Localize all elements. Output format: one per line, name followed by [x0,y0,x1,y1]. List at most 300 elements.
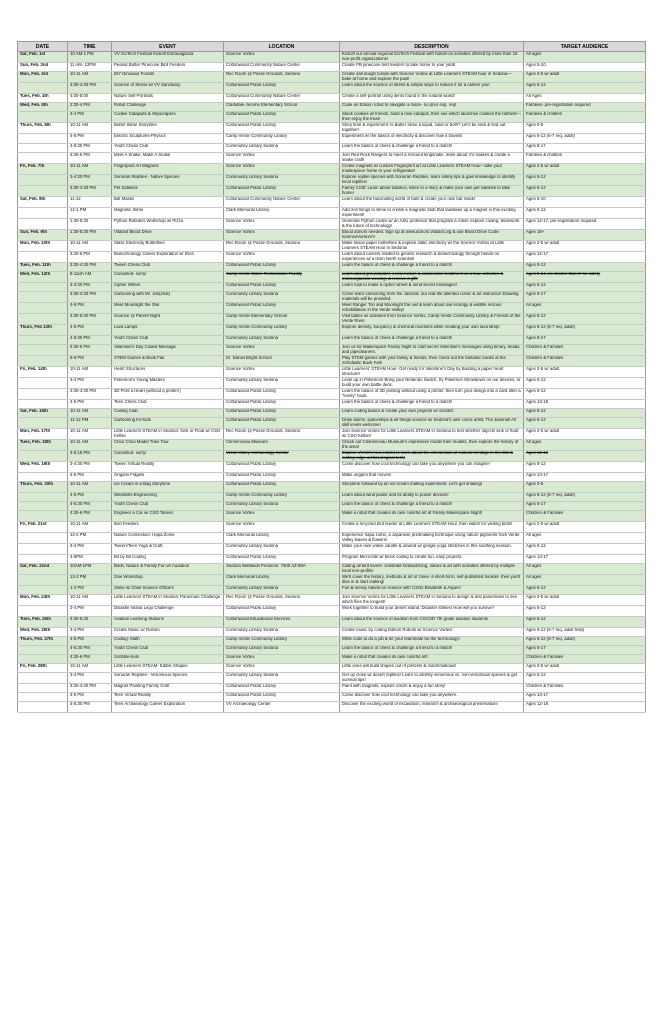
cell-event: Windmills-Engineering [112,493,224,502]
cell-audience: Families & children [524,112,646,123]
cell-event: Ice Cream in a Bag Storytime [112,482,224,493]
cell-description: Add iron filings to slime to create a magnetic blob that swallows up a magnet in this exciting experiment! [340,208,524,219]
cell-description: Discover the exciting world of excavation, research & archaeological preservation! [340,702,524,713]
table-row [18,52,646,63]
cell-date: Mon, Feb. 24th [18,595,68,606]
cell-event: Cookie Catapults & Skyscrapers [112,112,224,123]
cell-description: Learn the basics of chess & challenge a friend to a match! [340,336,524,345]
cell-audience: Ages 6-12 [524,544,646,555]
cell-audience: Ages 6-12 [524,83,646,94]
cell-date [18,389,68,400]
cell-location: Science Vortex [224,252,340,263]
cell-event: Peanut Butter Pinecone Bird Feeders [112,63,224,72]
cell-audience: Ages 13-17 [524,555,646,564]
table-row [18,356,646,367]
cell-date [18,702,68,713]
cell-time: 3:30-4:30 PM [68,292,112,303]
cell-event: Teen Virtual Reality [112,693,224,702]
cell-time: 3:30-5 PM [68,252,112,263]
cell-location: Community Library Sedona [224,646,340,655]
table-row [18,702,646,713]
cell-audience: Children & Families [524,655,646,664]
cell-description: Experiment w/ the basics of electricity & discover how it travels! [340,134,524,144]
header-time: TIME [68,42,112,52]
cell-audience: Ages 6-12 (6-7 req. adult) [524,134,646,144]
cell-date: Mon, Feb. 17th [18,429,68,440]
cell-time: 4:30-6 PM [68,511,112,522]
table-row [18,637,646,646]
cell-date: Thurs, Feb. 27th [18,637,68,646]
cell-event: Fingerprint Art Magnets [112,164,224,175]
table-row [18,429,646,440]
cell-location: Camp Verde Water Reclamation Facility [224,272,340,283]
cell-description: Calling all bird lovers- celebrate birdwatching, nature & art with activities offered by multiple local non-profits! [340,564,524,575]
cell-time: 4-5:30 PM [68,502,112,511]
cell-time: 2:30-4 PM [68,103,112,112]
cell-event: Birds, Nature & Family Fun w/ Audubon [112,564,224,575]
cell-description: Write code to do a job & let your teammate be the technology! [340,637,524,646]
cell-time: 12-2 PM [68,575,112,586]
cell-description: Get up close w/ desert reptiles! Learn to identify venomous vs. non-venomous species & get survival tips! [340,673,524,684]
table-row [18,272,646,283]
cell-description: Learn coding basics & create your own projects w/ Scratch. [340,409,524,418]
cell-event: Electric Sculptures-Physics [112,134,224,144]
cell-location: Cottonwood Public Library [224,400,340,409]
cell-date [18,544,68,555]
table-row [18,164,646,175]
cell-location: Science Vortex [224,219,340,230]
cell-date [18,378,68,389]
cell-time: 10-11 AM [68,429,112,440]
cell-description: Create a self-portrait using items found in the natural world! [340,94,524,103]
cell-date [18,451,68,462]
cell-date [18,555,68,564]
cell-time: 10-11 AM [68,241,112,252]
cell-date [18,673,68,684]
cell-audience: Ages 6-12 [524,418,646,429]
cell-audience: Ages 6-12 [524,283,646,292]
cell-time: 3-4 PM [68,628,112,637]
cell-event: Little Learners STEAM in Sedona: Parachute Challenge [112,595,224,606]
cell-time: 11 AM- 12PM [68,63,112,72]
cell-event: Heart Structures [112,367,224,378]
cell-description: Kickoff our annual regional SciTech Festival with hands-on activities offered by more than 15 non-profit organizations! [340,52,524,63]
cell-location: Cottonwood Public Library [224,409,340,418]
cell-audience: All ages [524,575,646,586]
cell-time: 4-5 PM [68,303,112,314]
cell-event: Coding- Math [112,637,224,646]
cell-event: Tween Chess Club [112,263,224,272]
cell-time: 4-5:15 PM [68,451,112,462]
cell-time: 11-12 PM [68,418,112,429]
cell-description: Explore density, buoyancy & chemical reactions while creating your own lava lamp! [340,325,524,336]
cell-location: Cottonwood Public Library [224,123,340,134]
cell-time: 4-5 PM [68,637,112,646]
cell-event: Sonoran Reptiles - Native Species [112,175,224,186]
cell-description: Learn the basics of chess & challenge a friend to a match! [340,646,524,655]
cell-audience: Ages 13-18 [524,400,646,409]
cell-time: 3:30-4:30 PM [68,389,112,400]
table-row [18,575,646,586]
cell-event: Robot Challenge [112,103,224,112]
cell-location: Science Vortex [224,164,340,175]
table-row [18,252,646,263]
cell-time: 3-4 PM [68,112,112,123]
cell-location: Science Vortex [224,522,340,533]
cell-date: Sat, Feb. 1st [18,52,68,63]
cell-audience: Ages 6-12 (6-7 req. adult help) [524,628,646,637]
cell-location: Science Vortex [224,367,340,378]
table-row [18,292,646,303]
cell-location: Rec Room @ Posse Grounds, Sedona [224,241,340,252]
cell-date: Mon, Feb. 10th [18,241,68,252]
cell-location: Rec Room @ Posse Grounds, Sedona [224,72,340,83]
cell-description: Check out Clemenceau Museum's impressive model train models, then explore the history of the area! [340,440,524,451]
cell-date [18,345,68,356]
cell-audience: Ages 5-10 [524,63,646,72]
table-row [18,175,646,186]
cell-description: Create music by coding Edison Robots w/ Science Vortex! [340,628,524,637]
cell-location: Community Library Sedona [224,673,340,684]
cell-time: 10-11 AM [68,482,112,493]
cell-location: Camp Verde Community Library [224,493,340,502]
cell-location: Community Library Sedona [224,292,340,303]
cell-date [18,533,68,544]
cell-time: 10AM-1PM [68,564,112,575]
header-event: EVENT [112,42,224,52]
table-row [18,693,646,702]
cell-audience: Ages 8-17 [524,336,646,345]
cell-description: Family Craft: Learn about balance, listen to a story & make your own pet sidekick to take home! [340,186,524,197]
cell-date: Fri, Feb. 7th [18,164,68,175]
cell-time: 10 AM-1 PM [68,52,112,63]
cell-date [18,134,68,144]
cell-event: Little Learners STEAM- Edible Shapes [112,664,224,673]
cell-audience: All Ages [524,94,646,103]
cell-event: Slime w/ Chief Science Officers [112,586,224,595]
cell-time: 10-11 AM [68,123,112,134]
cell-time: 8-11ish AM [68,272,112,283]
cell-description: Meet Ranger Tori and Moonlight the owl & learn about owl ecology & wildlife rescue/ rehabilitation in the Verde Valley! [340,303,524,314]
table-row [18,144,646,153]
cell-event: STEM Games & Book Fair [112,356,224,367]
cell-description: Learn the basics of chess & challenge a friend to a match! [340,502,524,511]
cell-audience: All ages [524,303,646,314]
cell-time: 4:30-6 PM [68,153,112,164]
cell-date [18,502,68,511]
table-row [18,628,646,637]
cell-event: Static Electricity Butterflies [112,241,224,252]
cell-event: Disaster Island Lego Challenge [112,606,224,617]
cell-event: 3D Print a Heart (without a printer!) [112,389,224,400]
header-location: LOCATION [224,42,340,52]
cell-time: 10-11 AM [68,595,112,606]
cell-time: 3-3:30 PM [68,283,112,292]
cell-audience: Families & children [524,153,646,164]
cell-location: Cottonwood Public Library [224,693,340,702]
cell-date: Wed, Feb. 5th [18,103,68,112]
cell-event: Teen Archaeology Career Exploration [112,702,224,713]
cell-location: Cottonwood Public Library [224,555,340,564]
cell-location: Clark Memorial Library [224,575,340,586]
cell-description: Explore VVAC's new exhibit to learn about the intersection of cultural heritage in the SW & cutting-edge archaeological tech! [340,451,524,462]
cell-audience: Ages 6-12 [524,586,646,595]
cell-description: Draw atoms, spaceships & all things science w/ Sedona's own comic artist, The Janimal! All skill levels welcome! [340,418,524,429]
cell-time: 4-5 PM [68,473,112,482]
cell-event: Science of Stress w/ VV Sanctuary [112,83,224,94]
cell-time: 10-11 AM [68,522,112,533]
cell-description: Learn about wind power and its ability to power devices! [340,493,524,502]
cell-date [18,175,68,186]
cell-location: Cottonwood Public Library [224,389,340,400]
cell-time: 5-6 PM [68,356,112,367]
cell-location: Verde Valley Archaeology Center [224,451,340,462]
cell-date: Sun, Feb. 9th [18,230,68,241]
table-row [18,72,646,83]
cell-time: 10-11 AM [68,440,112,451]
cell-description: Learn the basics of chess & challenge a friend to a match! [340,263,524,272]
cell-location: Camp Verde Community Library [224,325,340,336]
cell-date [18,473,68,482]
table-row [18,112,646,123]
cell-audience: Families- pre-registration required [524,103,646,112]
cell-date [18,219,68,230]
cell-time: 3:30-4:30 PM [68,186,112,197]
cell-event: Vitalant Blood Drive [112,230,224,241]
cell-description: Learn about the fascinating world of bats & create your own bat mask! [340,197,524,208]
cell-time: 4:00-5:00 [68,94,112,103]
cell-time: 3:30-4:30 PM [68,83,112,94]
cell-audience: Ages 6-12 (6-7 req. adult) [524,637,646,646]
cell-audience: Ages 8-17 [524,144,646,153]
cell-time: 4-5PM [68,555,112,564]
cell-date [18,493,68,502]
cell-description: Storytime followed by an ice-cream making experiment. Let's get shaking! [340,482,524,493]
table-row [18,564,646,575]
cell-description: Stack cookies w/ friends, build a mini-catapult, then see which launches cookies the farthest— then enjoy the treat! [340,112,524,123]
table-row [18,462,646,473]
cell-date [18,283,68,292]
cell-location: Science Vortex [224,664,340,673]
cell-audience: Ages 8-12 [524,462,646,473]
cell-event: Bit by Bit Coding [112,555,224,564]
cell-event: Nature Connection: Hapa Zome [112,533,224,544]
cell-location: Rec Room @ Posse Grounds, Sedona [224,429,340,440]
cell-audience: Children & Families [524,684,646,693]
cell-description: Come discover how cool technology can take you anywhere. [340,693,524,702]
cell-time: 4:30-6 PM [68,345,112,356]
cell-description: Fun & messy hands-on science with CSOs Elisabeth & Aspen! [340,586,524,595]
cell-time: 4:30-5:30 [68,617,112,628]
cell-description: Make tissue paper butterflies & explore static electricity w/ the Science Vortex at Little Learners STEAM Hour in Sedona! [340,241,524,252]
cell-event: DIY Dinosaur Fossils [112,72,224,83]
cell-location: Community Library Sedona [224,586,340,595]
cell-time: 4:30-6:30 PM [68,314,112,325]
cell-event: Magnet Painting Family Craft [112,684,224,693]
table-row [18,544,646,555]
cell-description: Learn how to make a cipher wheel & send secret messages! [340,283,524,292]
cell-description: Level up in Pokémon! Bring your Nintendo Switch, try Pokémon Showdown on our devices, or build your own battle deck. [340,378,524,389]
cell-description: Story time & experiment: Is Butter slime a liquid, solid or both? Let's be slick & find out together! [340,123,524,134]
cell-date: Sat, Feb. 8th [18,197,68,208]
table-row [18,684,646,693]
cell-location: Cottonwood Public Library [224,112,340,123]
cell-description: Join Science Vortex for Little Learners STEAM in Sedona to design & test parachutes to see which flies the longest! [340,595,524,606]
cell-date [18,693,68,702]
cell-location: Dr. Daniel Bright School [224,356,340,367]
cell-location: Cottonwood Public Library [224,606,340,617]
cell-description: Come discover how cool technology can take you anywhere you can imagine! [340,462,524,473]
cell-description: Paint with magnets, explore colors & enjoy a fun story! [340,684,524,693]
cell-date: Wed, Feb. 26th [18,628,68,637]
cell-audience: Ages 2-5 w/ adult [524,429,646,440]
cell-description: Learn the basics of chess & challenge a friend to a match! [340,144,524,153]
cell-location: Cottonwood Public Library [224,186,340,197]
cell-date: Tues, Feb. 11th [18,263,68,272]
cell-time: 3-4 PM [68,544,112,555]
cell-audience: Ages 12-18 [524,702,646,713]
cell-time: 3-4 PM [68,673,112,684]
cell-time: 12-2 PM [68,533,112,544]
table-row [18,389,646,400]
cell-date [18,400,68,409]
cell-time: 3-4:30 PM [68,462,112,473]
cell-event: Scribble-bots [112,655,224,664]
cell-location: Community Library Sedona [224,628,340,637]
cell-event: Pet Sidekick [112,186,224,197]
cell-event: Science @ Parent Night [112,314,224,325]
cell-date [18,144,68,153]
schedule-rows [18,52,646,713]
cell-audience: Ages 6-12 [524,389,646,400]
cell-location: Camp Verde Elementary School [224,314,340,325]
cell-description: Create a recycled bird feeder at Little Learners STEAM Hour, then watch for visiting birds! [340,522,524,533]
table-row [18,123,646,134]
cell-event: Biotechnology Career Exploration w/ tGen [112,252,224,263]
cell-location: Cottonwood Public Library [224,263,340,272]
cell-date [18,646,68,655]
cell-location: Cottonwood Public Library [224,482,340,493]
cell-time: 3:30-4:30 PM [68,684,112,693]
cell-description: Learn about the science of stress & simple ways to reduce it for a calmer you! [340,83,524,94]
cell-event: Coding Club [112,409,224,418]
cell-date: Fri, Feb. 21st [18,522,68,533]
cell-description: Join Science Vortex for Little Learners STEAM in Sedona to test whether objects sink or float w/ CSO Kellan! [340,429,524,440]
cell-date [18,303,68,314]
cell-audience: Ages 6-12 [524,378,646,389]
cell-location: Science Vortex [224,511,340,522]
table-row [18,325,646,336]
cell-time: 4-5 PM [68,693,112,702]
cell-audience: All ages [524,564,646,575]
cell-location: Clark Memorial Library [224,208,340,219]
cell-date [18,208,68,219]
cell-audience: Ages 8-17 [524,646,646,655]
table-row [18,134,646,144]
cell-audience: Ages 12-17 [524,252,646,263]
cell-description: Blood donors needed. Sign up at www.donors.vitalant.org & use Blood Drive Code: ScienceVortexVV [340,230,524,241]
cell-date [18,252,68,263]
cell-date [18,655,68,664]
cell-time: 10-11 AM [68,409,112,418]
table-row [18,655,646,664]
cell-event: Pokemon's Young Masters [112,378,224,389]
event-schedule [17,41,645,713]
cell-date: Sat, Feb. 15th [18,409,68,418]
cell-time: 4-5:30 PM [68,336,112,345]
cell-event: Cipher Wheel [112,283,224,292]
cell-audience: Ages 6-12 (6-7 req. adult) [524,325,646,336]
cell-audience: Ages 2-5 w/ adult [524,522,646,533]
cell-location: Community Library Sedona [224,502,340,511]
cell-time: 10-11 AM [68,164,112,175]
cell-time: 4-5 PM [68,325,112,336]
cell-date [18,314,68,325]
cell-audience: Ages 6-12 [524,606,646,617]
cell-audience: Ages 6-12 [524,617,646,628]
cell-audience: Ages 8-17 [524,292,646,303]
cell-date [18,153,68,164]
cell-audience: Ages 0-5 [524,123,646,134]
table-row [18,219,646,230]
cell-time: 3-4 PM [68,606,112,617]
table-row [18,595,646,606]
cell-audience: Ages 13-17 [524,693,646,702]
cell-location: Science Vortex [224,345,340,356]
cell-description: Learn about the science of aviation from COCSD 7th grade aviation students [340,617,524,628]
cell-location: Clark Memorial Library [224,533,340,544]
cell-audience: Ages 2-5 w/ adult [524,164,646,175]
cell-description: Make a robot that creates its own colorful art at Family Makerspace Night! [340,511,524,522]
table-row [18,482,646,493]
cell-location: Sedona Wetlands Preserve: 7500 AZ-89A [224,564,340,575]
cell-date [18,112,68,123]
table-row [18,409,646,418]
cell-location: Science Vortex [224,153,340,164]
cell-time: 4-5 PM [68,400,112,409]
cell-event: Youth Chess Club [112,336,224,345]
cell-event: Butter Slime Storytime [112,123,224,134]
cell-location: Community Library Sedona [224,175,340,186]
cell-time: 10-11 AM [68,72,112,83]
cell-event: Tween/Teen Yoga & Craft [112,544,224,555]
cell-time: 12-1 PM [68,208,112,219]
cell-date: Fri, Feb. 28th [18,664,68,673]
cell-time: 11-12 [68,197,112,208]
cell-description: Work together to build your desert island. Disaster strikes! How will you survive? [340,606,524,617]
cell-location: Cottonwood Community Nature Center [224,63,340,72]
cell-date [18,292,68,303]
table-row [18,617,646,628]
cell-event: Meet Moonlight the Owl [112,303,224,314]
table-row [18,94,646,103]
table-row [18,378,646,389]
cell-description: Come learn cartooning from the Janimal, our real-life talented comic & art instructor! Drawing materials will be provided. [340,292,524,303]
table-row [18,336,646,345]
cell-description: Make your own votive candle & unwind w/ gengle yoga stretches in this soothing session. [340,544,524,555]
cell-event: Youth Chess Club [112,502,224,511]
cell-description: Create salt dough fossils with Science Vortex at Little Learners STEAM hour in Sedona— bake at home and explore the past! [340,72,524,83]
cell-location: Cottonwood Public Library [224,684,340,693]
cell-event: Youth Chess Club [112,646,224,655]
cell-time: 4-5:30 PM [68,646,112,655]
cell-description: Explore reptile species with Sonoran Reptiles, learn safety tips & gain knowledge to identify local reptiles! [340,175,524,186]
cell-audience: Ages 2-5 w/ adult [524,664,646,673]
cell-event: Valentine's Day Coded Message [112,345,224,356]
cell-date: Wed, Feb. 19th [18,462,68,473]
cell-audience: Ages 6-12 (6-7 req. adult) [524,493,646,502]
cell-audience: Ages 5-12 [524,314,646,325]
